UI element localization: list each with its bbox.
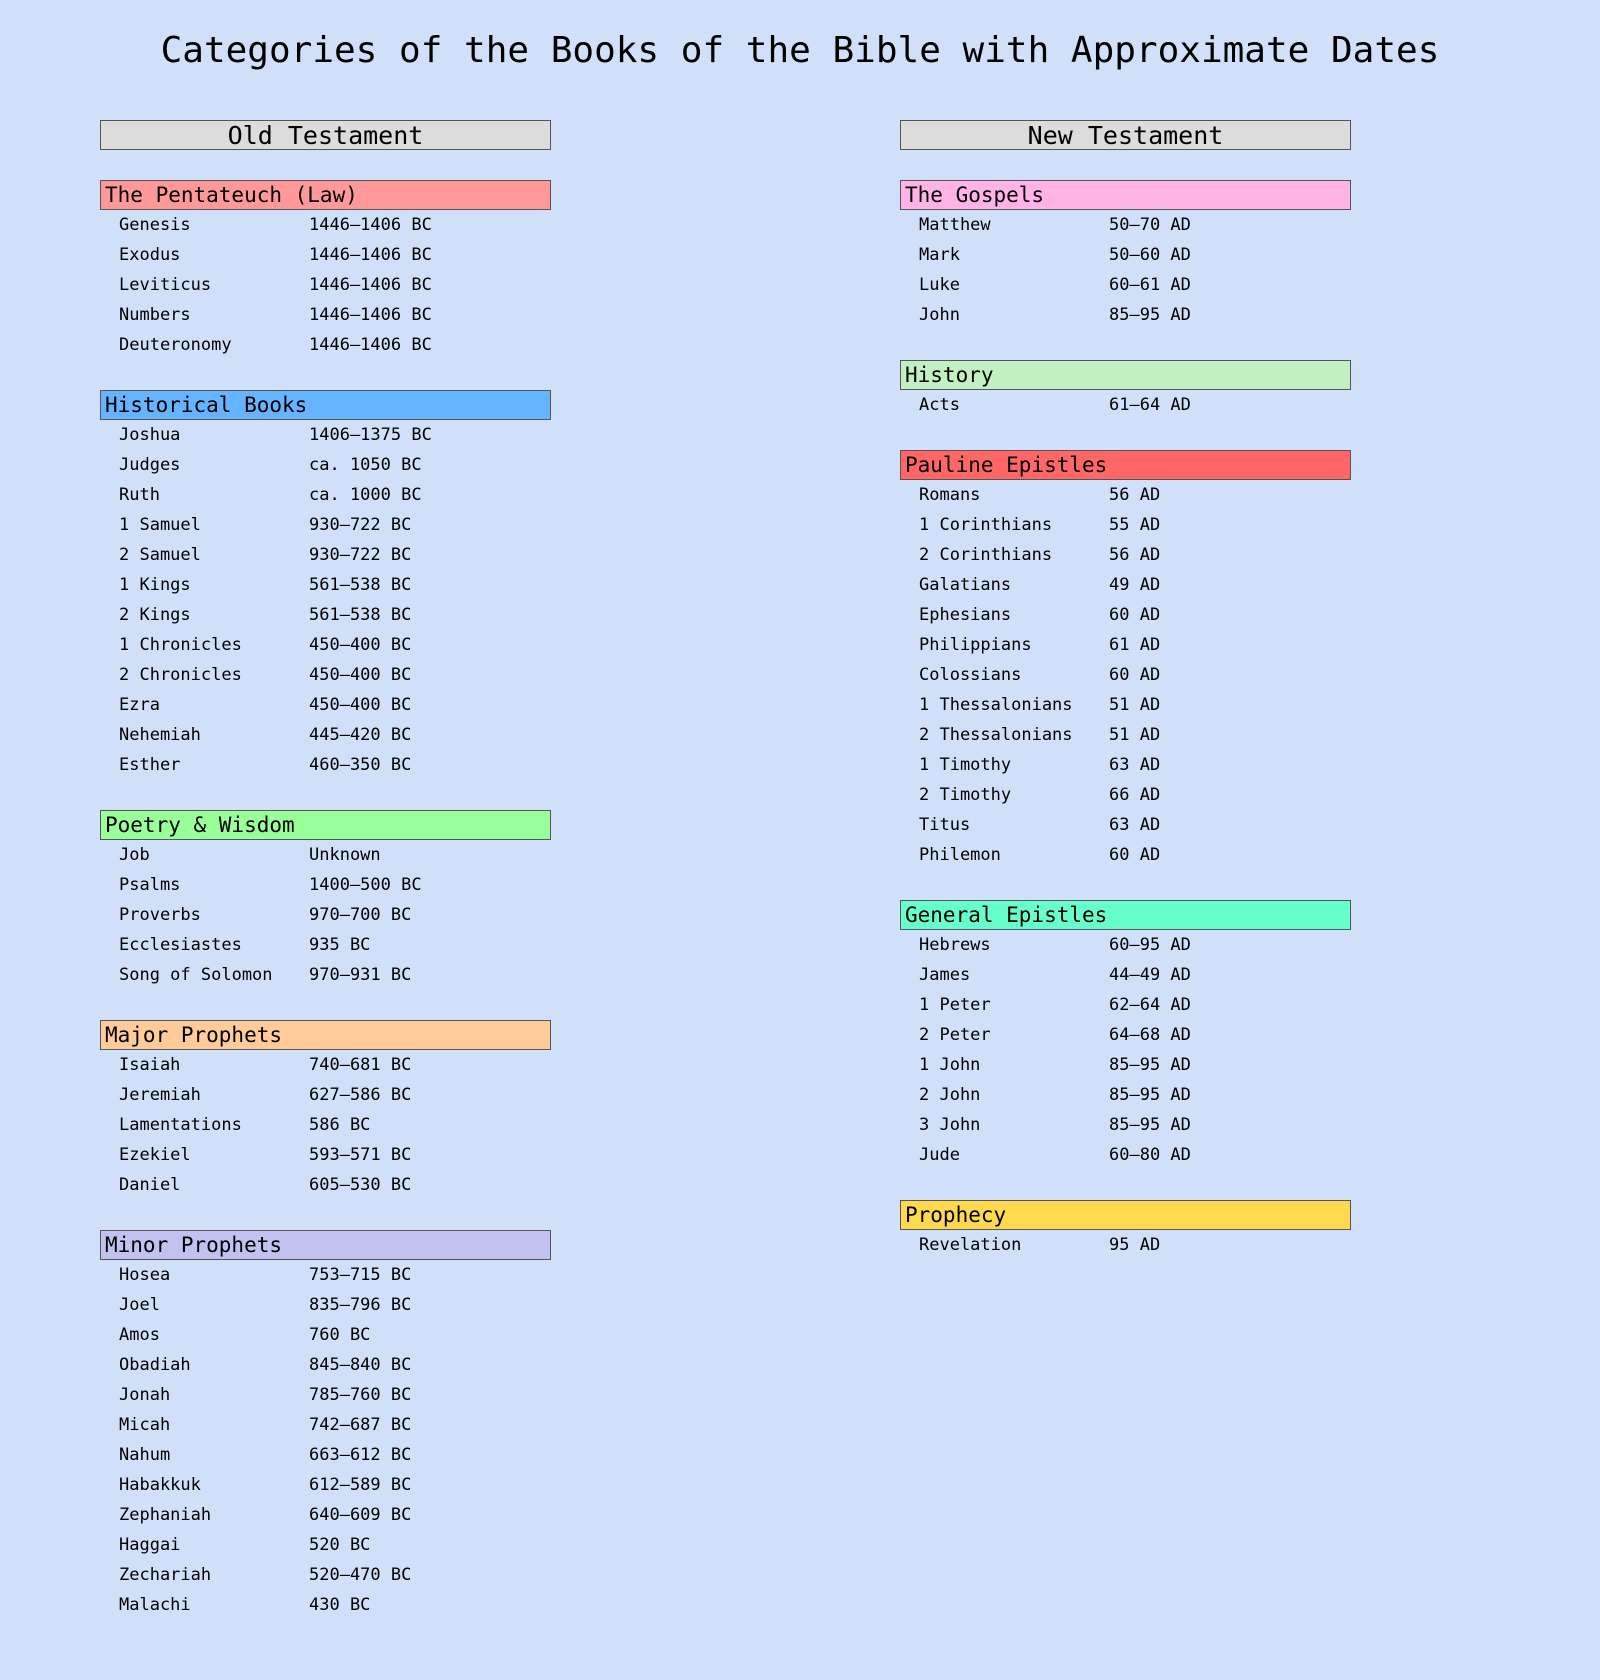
book-name: Zephaniah bbox=[119, 1505, 212, 1525]
book-row bbox=[100, 660, 551, 690]
book-date: 85–95 AD bbox=[1109, 1055, 1191, 1075]
book-row bbox=[900, 990, 1351, 1020]
book-row bbox=[900, 1050, 1351, 1080]
book-row bbox=[100, 1320, 551, 1350]
book-name: 1 Peter bbox=[919, 995, 991, 1015]
book-name: James bbox=[919, 965, 971, 985]
book-name: Ecclesiastes bbox=[119, 935, 242, 955]
old-testament-category-list bbox=[100, 180, 551, 1620]
book-row bbox=[100, 210, 551, 240]
book-row bbox=[900, 540, 1351, 570]
book-row bbox=[100, 1290, 551, 1320]
book-name: 1 Chronicles bbox=[119, 635, 242, 655]
book-name: Malachi bbox=[119, 1595, 191, 1615]
category-header: Historical Books bbox=[100, 390, 551, 420]
book-name: Daniel bbox=[119, 1175, 181, 1195]
book-date: 520 BC bbox=[309, 1535, 371, 1555]
old-testament-heading: Old Testament bbox=[100, 120, 551, 150]
book-date: 445–420 BC bbox=[309, 725, 412, 745]
book-row bbox=[100, 900, 551, 930]
book-date: 60–61 AD bbox=[1109, 275, 1191, 295]
book-date: 742–687 BC bbox=[309, 1415, 412, 1435]
book-name: Philemon bbox=[919, 845, 1001, 865]
book-date: 970–700 BC bbox=[309, 905, 412, 925]
book-date: 612–589 BC bbox=[309, 1475, 412, 1495]
book-date: 44–49 AD bbox=[1109, 965, 1191, 985]
book-row bbox=[100, 1530, 551, 1560]
book-date: 845–840 BC bbox=[309, 1355, 412, 1375]
book-row bbox=[100, 1560, 551, 1590]
book-name: Ezekiel bbox=[119, 1145, 191, 1165]
book-date: 593–571 BC bbox=[309, 1145, 412, 1165]
book-row bbox=[100, 600, 551, 630]
book-date: 66 AD bbox=[1109, 785, 1161, 805]
book-row bbox=[100, 1380, 551, 1410]
book-row bbox=[100, 1140, 551, 1170]
book-date: 60 AD bbox=[1109, 605, 1161, 625]
book-name: Joel bbox=[119, 1295, 160, 1315]
book-name: Esther bbox=[119, 755, 181, 775]
book-row bbox=[100, 1080, 551, 1110]
book-date: 930–722 BC bbox=[309, 545, 412, 565]
book-date: 1406–1375 BC bbox=[309, 425, 432, 445]
book-date: 85–95 AD bbox=[1109, 305, 1191, 325]
book-date: 60 AD bbox=[1109, 665, 1161, 685]
book-date: 50–60 AD bbox=[1109, 245, 1191, 265]
book-date: 85–95 AD bbox=[1109, 1085, 1191, 1105]
category-header: The Gospels bbox=[900, 180, 1351, 210]
book-date: 627–586 BC bbox=[309, 1085, 412, 1105]
book-name: Nehemiah bbox=[119, 725, 201, 745]
book-date: 930–722 BC bbox=[309, 515, 412, 535]
book-name: Ezra bbox=[119, 695, 160, 715]
book-name: 2 Timothy bbox=[919, 785, 1012, 805]
book-name: 2 Samuel bbox=[119, 545, 201, 565]
book-name: Jeremiah bbox=[119, 1085, 201, 1105]
book-date: 62–64 AD bbox=[1109, 995, 1191, 1015]
book-row bbox=[900, 570, 1351, 600]
book-date: 1446–1406 BC bbox=[309, 335, 432, 355]
book-name: Song of Solomon bbox=[119, 965, 273, 985]
book-date: 450–400 BC bbox=[309, 665, 412, 685]
book-name: Hosea bbox=[119, 1265, 171, 1285]
category-block bbox=[100, 180, 551, 360]
book-name: 2 Chronicles bbox=[119, 665, 242, 685]
book-row bbox=[900, 600, 1351, 630]
book-name: Titus bbox=[919, 815, 971, 835]
book-name: Revelation bbox=[919, 1235, 1022, 1255]
book-name: Ruth bbox=[119, 485, 160, 505]
book-date: 760 BC bbox=[309, 1325, 371, 1345]
book-name: Matthew bbox=[919, 215, 991, 235]
book-name: Habakkuk bbox=[119, 1475, 201, 1495]
book-row bbox=[900, 300, 1351, 330]
book-name: Nahum bbox=[119, 1445, 171, 1465]
category-block bbox=[900, 900, 1351, 1170]
book-row bbox=[100, 1170, 551, 1200]
book-row bbox=[900, 840, 1351, 870]
book-name: Judges bbox=[119, 455, 181, 475]
book-name: Job bbox=[119, 845, 150, 865]
book-name: 2 Corinthians bbox=[919, 545, 1053, 565]
book-date: 60–95 AD bbox=[1109, 935, 1191, 955]
book-row bbox=[900, 720, 1351, 750]
book-row bbox=[100, 690, 551, 720]
book-row bbox=[900, 750, 1351, 780]
category-block bbox=[100, 810, 551, 990]
book-name: Jude bbox=[919, 1145, 960, 1165]
book-date: 785–760 BC bbox=[309, 1385, 412, 1405]
book-date: 753–715 BC bbox=[309, 1265, 412, 1285]
book-date: 663–612 BC bbox=[309, 1445, 412, 1465]
book-date: 970–931 BC bbox=[309, 965, 412, 985]
book-date: 1446–1406 BC bbox=[309, 245, 432, 265]
book-date: 51 AD bbox=[1109, 695, 1161, 715]
book-name: Ephesians bbox=[919, 605, 1012, 625]
book-row bbox=[900, 1080, 1351, 1110]
book-row bbox=[100, 1050, 551, 1080]
book-row bbox=[900, 210, 1351, 240]
book-date: 605–530 BC bbox=[309, 1175, 412, 1195]
book-name: Mark bbox=[919, 245, 960, 265]
book-row bbox=[100, 450, 551, 480]
book-name: 1 John bbox=[919, 1055, 981, 1075]
book-date: 1446–1406 BC bbox=[309, 215, 432, 235]
book-name: Haggai bbox=[119, 1535, 181, 1555]
book-name: Joshua bbox=[119, 425, 181, 445]
book-name: Proverbs bbox=[119, 905, 201, 925]
book-name: Colossians bbox=[919, 665, 1022, 685]
book-date: 56 AD bbox=[1109, 545, 1161, 565]
book-row bbox=[900, 810, 1351, 840]
category-header: Major Prophets bbox=[100, 1020, 551, 1050]
book-row bbox=[100, 1590, 551, 1620]
book-row bbox=[900, 630, 1351, 660]
book-name: Hebrews bbox=[919, 935, 991, 955]
book-name: Leviticus bbox=[119, 275, 212, 295]
book-date: 61–64 AD bbox=[1109, 395, 1191, 415]
book-name: Psalms bbox=[119, 875, 181, 895]
book-date: 64–68 AD bbox=[1109, 1025, 1191, 1045]
category-block bbox=[900, 360, 1351, 420]
new-testament-category-list bbox=[900, 180, 1351, 1260]
book-row bbox=[100, 1440, 551, 1470]
book-row bbox=[100, 1350, 551, 1380]
book-name: Romans bbox=[919, 485, 981, 505]
category-header: Poetry & Wisdom bbox=[100, 810, 551, 840]
book-date: ca. 1050 BC bbox=[309, 455, 422, 475]
book-name: Genesis bbox=[119, 215, 191, 235]
book-name: 2 Thessalonians bbox=[919, 725, 1073, 745]
book-date: 935 BC bbox=[309, 935, 371, 955]
category-header: General Epistles bbox=[900, 900, 1351, 930]
category-header: The Pentateuch (Law) bbox=[100, 180, 551, 210]
category-block bbox=[900, 180, 1351, 330]
book-date: 460–350 BC bbox=[309, 755, 412, 775]
book-row bbox=[900, 930, 1351, 960]
page-title: Categories of the Books of the Bible with Approximate Dates bbox=[160, 30, 1440, 71]
book-row bbox=[900, 390, 1351, 420]
book-name: 2 John bbox=[919, 1085, 981, 1105]
book-row bbox=[900, 1140, 1351, 1170]
book-row bbox=[100, 1260, 551, 1290]
book-row bbox=[100, 1500, 551, 1530]
book-name: 1 Corinthians bbox=[919, 515, 1053, 535]
book-date: 835–796 BC bbox=[309, 1295, 412, 1315]
book-row bbox=[900, 660, 1351, 690]
book-name: Acts bbox=[919, 395, 960, 415]
category-header: History bbox=[900, 360, 1351, 390]
book-row bbox=[900, 240, 1351, 270]
book-row bbox=[900, 1020, 1351, 1050]
book-date: 56 AD bbox=[1109, 485, 1161, 505]
book-row bbox=[100, 1410, 551, 1440]
book-name: Deuteronomy bbox=[119, 335, 232, 355]
book-date: 450–400 BC bbox=[309, 635, 412, 655]
new-testament-heading: New Testament bbox=[900, 120, 1351, 150]
book-row bbox=[100, 540, 551, 570]
book-name: Philippians bbox=[919, 635, 1032, 655]
new-testament-column bbox=[900, 120, 1351, 1290]
book-name: Micah bbox=[119, 1415, 171, 1435]
book-name: 1 Samuel bbox=[119, 515, 201, 535]
book-name: 2 Peter bbox=[919, 1025, 991, 1045]
book-name: Lamentations bbox=[119, 1115, 242, 1135]
book-date: 63 AD bbox=[1109, 755, 1161, 775]
book-date: 60 AD bbox=[1109, 845, 1161, 865]
book-row bbox=[100, 630, 551, 660]
book-name: Galatians bbox=[919, 575, 1012, 595]
book-name: 1 Thessalonians bbox=[919, 695, 1073, 715]
book-date: 520–470 BC bbox=[309, 1565, 412, 1585]
book-name: 1 Timothy bbox=[919, 755, 1012, 775]
book-row bbox=[900, 1110, 1351, 1140]
book-name: John bbox=[919, 305, 960, 325]
category-block bbox=[900, 450, 1351, 870]
book-date: 740–681 BC bbox=[309, 1055, 412, 1075]
book-row bbox=[100, 570, 551, 600]
book-row bbox=[100, 420, 551, 450]
book-date: 561–538 BC bbox=[309, 575, 412, 595]
book-name: Obadiah bbox=[119, 1355, 191, 1375]
book-row bbox=[900, 1230, 1351, 1260]
category-block bbox=[100, 390, 551, 780]
book-date: 95 AD bbox=[1109, 1235, 1161, 1255]
book-name: Isaiah bbox=[119, 1055, 181, 1075]
book-row bbox=[900, 510, 1351, 540]
book-date: 450–400 BC bbox=[309, 695, 412, 715]
book-name: Jonah bbox=[119, 1385, 171, 1405]
old-testament-column bbox=[100, 120, 551, 1650]
book-row bbox=[100, 270, 551, 300]
book-date: 61 AD bbox=[1109, 635, 1161, 655]
book-date: Unknown bbox=[309, 845, 381, 865]
book-row bbox=[900, 270, 1351, 300]
book-name: 1 Kings bbox=[119, 575, 191, 595]
book-date: 63 AD bbox=[1109, 815, 1161, 835]
book-row bbox=[100, 240, 551, 270]
book-date: 50–70 AD bbox=[1109, 215, 1191, 235]
book-row bbox=[100, 300, 551, 330]
book-date: 640–609 BC bbox=[309, 1505, 412, 1525]
category-block bbox=[100, 1230, 551, 1620]
book-row bbox=[900, 780, 1351, 810]
book-row bbox=[100, 840, 551, 870]
book-date: ca. 1000 BC bbox=[309, 485, 422, 505]
book-row bbox=[100, 750, 551, 780]
book-row bbox=[100, 960, 551, 990]
book-date: 586 BC bbox=[309, 1115, 371, 1135]
book-date: 561–538 BC bbox=[309, 605, 412, 625]
book-date: 49 AD bbox=[1109, 575, 1161, 595]
book-row bbox=[100, 330, 551, 360]
category-header: Prophecy bbox=[900, 1200, 1351, 1230]
book-row bbox=[100, 510, 551, 540]
book-date: 1446–1406 BC bbox=[309, 305, 432, 325]
book-name: Amos bbox=[119, 1325, 160, 1345]
book-name: Numbers bbox=[119, 305, 191, 325]
book-row bbox=[900, 690, 1351, 720]
book-name: 3 John bbox=[919, 1115, 981, 1135]
book-date: 85–95 AD bbox=[1109, 1115, 1191, 1135]
book-row bbox=[100, 1110, 551, 1140]
book-row bbox=[100, 1470, 551, 1500]
book-date: 1446–1406 BC bbox=[309, 275, 432, 295]
book-row bbox=[900, 960, 1351, 990]
book-row bbox=[100, 870, 551, 900]
book-name: Luke bbox=[919, 275, 960, 295]
book-date: 51 AD bbox=[1109, 725, 1161, 745]
book-date: 1400–500 BC bbox=[309, 875, 422, 895]
book-row bbox=[100, 480, 551, 510]
book-name: Exodus bbox=[119, 245, 181, 265]
book-name: Zechariah bbox=[119, 1565, 212, 1585]
book-name: 2 Kings bbox=[119, 605, 191, 625]
category-block bbox=[900, 1200, 1351, 1260]
book-row bbox=[100, 720, 551, 750]
book-date: 430 BC bbox=[309, 1595, 371, 1615]
category-header: Pauline Epistles bbox=[900, 450, 1351, 480]
category-header: Minor Prophets bbox=[100, 1230, 551, 1260]
book-row bbox=[100, 930, 551, 960]
book-row bbox=[900, 480, 1351, 510]
book-date: 60–80 AD bbox=[1109, 1145, 1191, 1165]
category-block bbox=[100, 1020, 551, 1200]
book-date: 55 AD bbox=[1109, 515, 1161, 535]
